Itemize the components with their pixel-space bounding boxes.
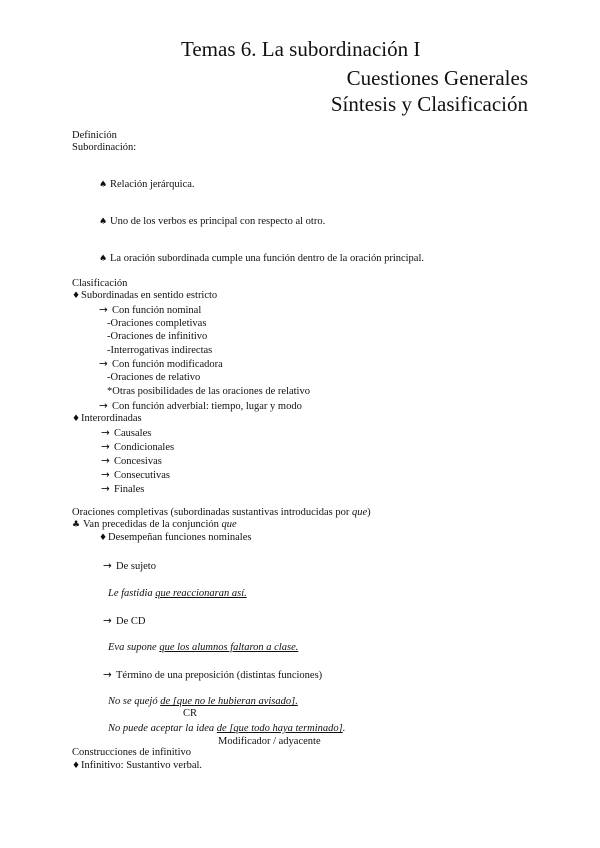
clasificacion-causales: → Causales xyxy=(101,427,152,439)
arrow-icon: → xyxy=(101,469,110,481)
example-cd: Eva supone que los alumnos faltaron a clase. xyxy=(108,642,299,653)
arrow-icon: → xyxy=(101,441,110,453)
clasificacion-modificadora: → Con función modificadora xyxy=(99,358,223,370)
completivas-cd: → De CD xyxy=(103,615,146,627)
spade-icon: ♠ xyxy=(99,180,108,190)
completivas-van-precedidas: ♣ Van precedidas de la conjunción que xyxy=(72,519,237,530)
club-icon: ♣ xyxy=(72,520,81,530)
arrow-icon: → xyxy=(103,615,112,627)
label-modificador: Modificador / adyacente xyxy=(218,736,321,747)
example-sujeto: Le fastidia que reaccionaran así. xyxy=(108,588,247,599)
subordinacion-heading: Subordinación: xyxy=(72,142,137,153)
clasificacion-otras: *Otras posibilidades de las oraciones de relativo xyxy=(107,386,310,397)
arrow-icon: → xyxy=(99,400,108,412)
clasificacion-group-2: ♦Interordinadas xyxy=(72,413,142,424)
title-line-2: Cuestiones Generales xyxy=(346,66,528,90)
definicion-point-3: ♠ La oración subordinada cumple una función dentro de la oración principal. xyxy=(99,253,425,264)
arrow-icon: → xyxy=(103,669,112,681)
infinitivo-point: ♦Infinitivo: Sustantivo verbal. xyxy=(72,760,203,771)
infinitivo-heading: Construcciones de infinitivo xyxy=(72,747,191,758)
arrow-icon: → xyxy=(101,427,110,439)
arrow-icon: → xyxy=(99,304,108,316)
clasificacion-finales: → Finales xyxy=(101,483,145,495)
arrow-icon: → xyxy=(103,560,112,572)
arrow-icon: → xyxy=(101,483,110,495)
clasificacion-consecutivas: → Consecutivas xyxy=(101,469,170,481)
clasificacion-relativo: -Oraciones de relativo xyxy=(107,372,201,383)
completivas-termino: → Término de una preposición (distintas funciones) xyxy=(103,669,323,681)
clasificacion-concesivas: → Concesivas xyxy=(101,455,162,467)
clasificacion-adverbial: → Con función adverbial: tiempo, lugar y modo xyxy=(99,400,302,412)
completivas-funciones: ♦Desempeñan funciones nominales xyxy=(99,532,252,543)
example-termino-cr: No se quejó de [que no le hubieran avisado]. xyxy=(108,696,298,707)
definicion-heading: Definición xyxy=(72,130,117,141)
diamond-icon: ♦ xyxy=(72,761,81,771)
spade-icon: ♠ xyxy=(99,254,108,264)
arrow-icon: → xyxy=(101,455,110,467)
diamond-icon: ♦ xyxy=(72,414,81,424)
example-termino-modificador: No puede aceptar la idea de [que todo haya terminado]. xyxy=(108,723,346,734)
label-cr: CR xyxy=(183,708,198,719)
title-line-1: Temas 6. La subordinación I xyxy=(181,37,421,61)
clasificacion-heading: Clasificación xyxy=(72,278,128,289)
diamond-icon: ♦ xyxy=(99,533,108,543)
clasificacion-group-1: ♦Subordinadas en sentido estricto xyxy=(72,290,218,301)
clasificacion-interrogativas: -Interrogativas indirectas xyxy=(107,345,213,356)
completivas-heading: Oraciones completivas (subordinadas sustantivas introducidas por que) xyxy=(72,507,371,518)
definicion-point-1: ♠ Relación jerárquica. xyxy=(99,179,195,190)
diamond-icon: ♦ xyxy=(72,291,81,301)
arrow-icon: → xyxy=(99,358,108,370)
title-line-3: Síntesis y Clasificación xyxy=(330,92,528,116)
clasificacion-infinitivo: -Oraciones de infinitivo xyxy=(107,331,208,342)
spade-icon: ♠ xyxy=(99,217,108,227)
definicion-point-2: ♠ Uno de los verbos es principal con respecto al otro. xyxy=(99,216,326,227)
clasificacion-condicionales: → Condicionales xyxy=(101,441,175,453)
completivas-sujeto: → De sujeto xyxy=(103,560,156,572)
clasificacion-completivas: -Oraciones completivas xyxy=(107,318,207,329)
clasificacion-nominal: → Con función nominal xyxy=(99,304,202,316)
